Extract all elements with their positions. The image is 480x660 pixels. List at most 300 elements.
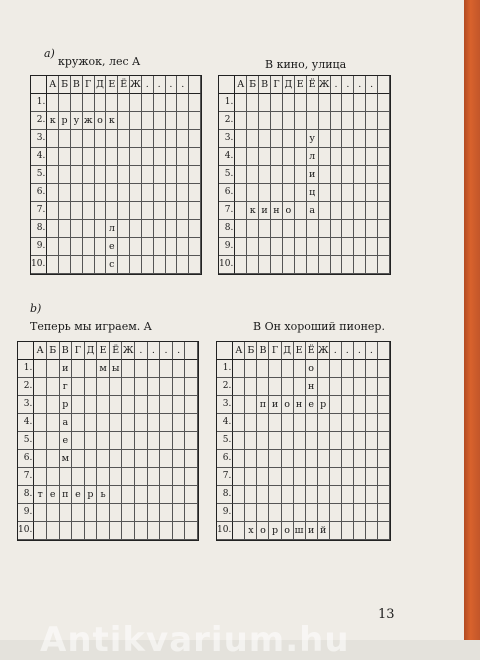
- grid-cell: [122, 522, 135, 540]
- grid-cell: [283, 130, 295, 148]
- grid-cell: [95, 202, 107, 220]
- grid-cell: [95, 220, 107, 238]
- grid-cell: ц: [307, 184, 319, 202]
- grid-cell: [110, 504, 123, 522]
- grid-cell: [319, 202, 331, 220]
- grid-cell: [319, 256, 331, 274]
- grid-cell: [122, 360, 135, 378]
- grid-cell: [295, 148, 307, 166]
- grid-cell: [106, 130, 118, 148]
- grid-cell: [85, 450, 98, 468]
- grid-cell: [233, 378, 245, 396]
- grid-cell: [294, 360, 306, 378]
- grid-cell: [85, 468, 98, 486]
- column-header: Б: [247, 76, 259, 94]
- grid-cell: о: [283, 202, 295, 220]
- grid-cell: [166, 256, 178, 274]
- grid-cell: [235, 130, 247, 148]
- row-header: 1.: [217, 360, 233, 378]
- row-header: 6.: [219, 184, 235, 202]
- grid-cell: [83, 220, 95, 238]
- grid-cell: [189, 238, 201, 256]
- column-header: .: [366, 76, 378, 94]
- grid-cell: [148, 432, 161, 450]
- grid-cell: [34, 378, 47, 396]
- grid-cell: [85, 360, 98, 378]
- grid-cell: [235, 166, 247, 184]
- column-header: .: [342, 76, 354, 94]
- crossword-grid-a1: [30, 75, 202, 275]
- grid-cell: [366, 414, 378, 432]
- row-header: 6.: [31, 184, 47, 202]
- grid-cell: [72, 450, 85, 468]
- row-header: 10.: [18, 522, 34, 540]
- grid-cell: [354, 112, 366, 130]
- grid-cell: [269, 450, 281, 468]
- grid-cell: [330, 414, 342, 432]
- grid-cell: [306, 504, 318, 522]
- grid-cell: [34, 414, 47, 432]
- grid-cell: [342, 522, 354, 540]
- grid-cell: [173, 504, 186, 522]
- grid-cell: [148, 450, 161, 468]
- grid-cell: и: [60, 360, 73, 378]
- grid-cell: [306, 414, 318, 432]
- grid-cell: [366, 184, 378, 202]
- grid-cell: [233, 486, 245, 504]
- grid-cell: [135, 486, 148, 504]
- grid-cell: [189, 256, 201, 274]
- row-header: 8.: [31, 220, 47, 238]
- grid-cell: [34, 432, 47, 450]
- column-header: .: [354, 342, 366, 360]
- grid-cell: [354, 522, 366, 540]
- grid-cell: [130, 94, 142, 112]
- grid-cell: [83, 130, 95, 148]
- grid-cell: [342, 396, 354, 414]
- grid-cell: [235, 112, 247, 130]
- grid-cell: [85, 378, 98, 396]
- grid-a1-caption: кружок, лес A: [58, 55, 141, 68]
- grid-cell: [59, 94, 71, 112]
- grid-cell: [342, 256, 354, 274]
- grid-cell: [160, 486, 173, 504]
- grid-cell: [47, 504, 60, 522]
- grid-cell: [378, 468, 390, 486]
- grid-cell: [318, 468, 330, 486]
- grid-cell: е: [306, 396, 318, 414]
- grid-cell: [283, 220, 295, 238]
- grid-cell: [177, 148, 189, 166]
- grid-cell: [235, 184, 247, 202]
- grid-cell: [34, 522, 47, 540]
- column-header: Д: [95, 76, 107, 94]
- grid-cell: [271, 130, 283, 148]
- grid-cell: и: [269, 396, 281, 414]
- grid-cell: [59, 238, 71, 256]
- column-header: В: [71, 76, 83, 94]
- grid-cell: [83, 148, 95, 166]
- grid-cell: [295, 166, 307, 184]
- grid-cell: [148, 486, 161, 504]
- grid-cell: [189, 166, 201, 184]
- grid-cell: [366, 504, 378, 522]
- grid-cell: [118, 148, 130, 166]
- grid-cell: [245, 432, 257, 450]
- crossword-grid-b1: [17, 341, 199, 541]
- grid-cell: [130, 166, 142, 184]
- grid-cell: [130, 220, 142, 238]
- grid-cell: [166, 112, 178, 130]
- row-header: 3.: [219, 130, 235, 148]
- grid-cell: [235, 148, 247, 166]
- grid-cell: [135, 450, 148, 468]
- grid-cell: [295, 220, 307, 238]
- grid-cell: [307, 220, 319, 238]
- grid-cell: [148, 522, 161, 540]
- column-header: Е: [294, 342, 306, 360]
- grid-cell: [110, 414, 123, 432]
- grid-cell: [282, 414, 294, 432]
- grid-cell: [318, 504, 330, 522]
- grid-cell: [97, 450, 110, 468]
- grid-cell: ж: [83, 112, 95, 130]
- grid-cell: [294, 378, 306, 396]
- grid-cell: [185, 486, 198, 504]
- grid-cell: [47, 396, 60, 414]
- grid-cell: [378, 360, 390, 378]
- grid-cell: [354, 166, 366, 184]
- grid-cell: [235, 238, 247, 256]
- grid-cell: й: [318, 522, 330, 540]
- column-header: В: [257, 342, 269, 360]
- grid-cell: [354, 256, 366, 274]
- grid-cell: [247, 148, 259, 166]
- grid-cell: [319, 94, 331, 112]
- column-header: .: [148, 342, 161, 360]
- grid-cell: [160, 504, 173, 522]
- grid-cell: [142, 256, 154, 274]
- grid-cell: [307, 112, 319, 130]
- grid-cell: [366, 522, 378, 540]
- grid-cell: [331, 94, 343, 112]
- row-header: 7.: [219, 202, 235, 220]
- grid-cell: м: [97, 360, 110, 378]
- grid-cell: [142, 130, 154, 148]
- grid-cell: [160, 360, 173, 378]
- grid-cell: [154, 220, 166, 238]
- grid-cell: [233, 414, 245, 432]
- grid-cell: [189, 184, 201, 202]
- grid-cell: [185, 432, 198, 450]
- column-header: Д: [282, 342, 294, 360]
- grid-cell: [177, 94, 189, 112]
- grid-cell: к: [47, 112, 59, 130]
- column-header: А: [235, 76, 247, 94]
- grid-cell: [271, 166, 283, 184]
- row-header: 5.: [18, 432, 34, 450]
- grid-cell: [71, 94, 83, 112]
- grid-cell: [283, 238, 295, 256]
- grid-cell: [354, 504, 366, 522]
- grid-cell: [378, 522, 390, 540]
- row-header: 10.: [217, 522, 233, 540]
- row-header: 7.: [217, 468, 233, 486]
- grid-cell: [83, 256, 95, 274]
- grid-cell: [307, 256, 319, 274]
- grid-cell: [71, 166, 83, 184]
- grid-cell: [34, 450, 47, 468]
- grid-cell: [166, 130, 178, 148]
- grid-cell: [366, 94, 378, 112]
- grid-cell: [366, 396, 378, 414]
- grid-cell: [122, 396, 135, 414]
- grid-cell: [130, 112, 142, 130]
- grid-cell: [185, 468, 198, 486]
- row-header: 6.: [18, 450, 34, 468]
- grid-cell: [72, 360, 85, 378]
- grid-cell: [330, 360, 342, 378]
- grid-cell: [85, 432, 98, 450]
- grid-cell: [148, 414, 161, 432]
- grid-cell: [185, 396, 198, 414]
- column-header: Ё: [118, 76, 130, 94]
- column-header: .: [142, 76, 154, 94]
- grid-cell: [318, 450, 330, 468]
- grid-cell: [47, 148, 59, 166]
- grid-cell: [173, 414, 186, 432]
- grid-cell: [177, 184, 189, 202]
- grid-cell: [72, 522, 85, 540]
- grid-cell: [59, 202, 71, 220]
- grid-cell: [294, 468, 306, 486]
- column-header: В: [60, 342, 73, 360]
- grid-cell: [59, 220, 71, 238]
- grid-cell: [47, 256, 59, 274]
- grid-cell: [318, 378, 330, 396]
- grid-cell: [72, 414, 85, 432]
- grid-cell: [354, 450, 366, 468]
- grid-b1-caption: Теперь мы играем. A: [30, 320, 152, 333]
- grid-cell: [354, 414, 366, 432]
- grid-cell: [189, 112, 201, 130]
- grid-cell: [135, 396, 148, 414]
- grid-cell: [95, 166, 107, 184]
- page-number: 13: [378, 607, 395, 622]
- grid-cell: [71, 256, 83, 274]
- grid-cell: [154, 112, 166, 130]
- grid-cell: [59, 166, 71, 184]
- grid-cell: [95, 130, 107, 148]
- row-header: 2.: [217, 378, 233, 396]
- column-header: [378, 342, 390, 360]
- grid-cell: [47, 238, 59, 256]
- grid-cell: [106, 148, 118, 166]
- grid-cell: [59, 184, 71, 202]
- grid-cell: [110, 486, 123, 504]
- grid-cell: [306, 468, 318, 486]
- grid-cell: о: [282, 396, 294, 414]
- grid-cell: [269, 468, 281, 486]
- grid-cell: [118, 184, 130, 202]
- grid-cell: [233, 432, 245, 450]
- grid-cell: [331, 238, 343, 256]
- grid-cell: т: [34, 486, 47, 504]
- grid-cell: [271, 148, 283, 166]
- grid-cell: [47, 166, 59, 184]
- grid-cell: ь: [97, 486, 110, 504]
- grid-b2-caption: B Он хороший пионер.: [253, 320, 385, 333]
- grid-cell: [378, 238, 390, 256]
- grid-cell: [47, 94, 59, 112]
- grid-cell: [97, 522, 110, 540]
- grid-cell: [247, 238, 259, 256]
- grid-cell: [130, 148, 142, 166]
- grid-cell: [47, 130, 59, 148]
- grid-cell: [330, 468, 342, 486]
- grid-cell: [342, 450, 354, 468]
- grid-cell: [378, 220, 390, 238]
- grid-cell: [72, 432, 85, 450]
- grid-cell: [342, 148, 354, 166]
- grid-cell: [378, 378, 390, 396]
- grid-cell: [97, 414, 110, 432]
- grid-cell: [233, 396, 245, 414]
- grid-cell: [283, 184, 295, 202]
- grid-cell: [366, 378, 378, 396]
- column-header: .: [330, 342, 342, 360]
- grid-cell: [160, 396, 173, 414]
- grid-cell: [118, 238, 130, 256]
- grid-cell: [378, 432, 390, 450]
- grid-cell: [378, 486, 390, 504]
- grid-cell: [72, 378, 85, 396]
- row-header: 5.: [219, 166, 235, 184]
- grid-cell: [83, 166, 95, 184]
- grid-cell: [118, 202, 130, 220]
- grid-cell: [47, 202, 59, 220]
- row-header: 2.: [219, 112, 235, 130]
- grid-cell: [271, 220, 283, 238]
- row-header: 10.: [219, 256, 235, 274]
- grid-cell: [177, 112, 189, 130]
- grid-cell: [330, 522, 342, 540]
- grid-cell: [85, 504, 98, 522]
- grid-cell: и: [307, 166, 319, 184]
- grid-cell: [342, 94, 354, 112]
- grid-cell: [71, 220, 83, 238]
- grid-cell: [330, 450, 342, 468]
- grid-cell: [366, 238, 378, 256]
- grid-cell: [72, 468, 85, 486]
- grid-cell: [72, 504, 85, 522]
- column-header: Г: [269, 342, 281, 360]
- grid-cell: [118, 220, 130, 238]
- grid-cell: [166, 202, 178, 220]
- column-header: Г: [271, 76, 283, 94]
- grid-cell: [366, 166, 378, 184]
- grid-cell: [135, 432, 148, 450]
- grid-cell: [110, 450, 123, 468]
- grid-cell: [307, 94, 319, 112]
- grid-cell: [259, 220, 271, 238]
- grid-cell: [331, 130, 343, 148]
- column-header: Е: [295, 76, 307, 94]
- column-header: .: [160, 342, 173, 360]
- grid-cell: [247, 112, 259, 130]
- column-header: В: [259, 76, 271, 94]
- grid-cell: [173, 522, 186, 540]
- grid-cell: [47, 414, 60, 432]
- grid-cell: [282, 468, 294, 486]
- grid-cell: у: [307, 130, 319, 148]
- grid-cell: р: [269, 522, 281, 540]
- grid-cell: [189, 130, 201, 148]
- row-header: 1.: [219, 94, 235, 112]
- grid-cell: [154, 184, 166, 202]
- grid-cell: [271, 94, 283, 112]
- grid-cell: [318, 414, 330, 432]
- grid-cell: [154, 166, 166, 184]
- grid-cell: [106, 94, 118, 112]
- crossword-grid-a2: [218, 75, 391, 275]
- column-header: .: [154, 76, 166, 94]
- grid-cell: [148, 468, 161, 486]
- grid-cell: [342, 468, 354, 486]
- grid-cell: [148, 378, 161, 396]
- column-header: Ё: [307, 76, 319, 94]
- grid-cell: [235, 256, 247, 274]
- grid-cell: [166, 220, 178, 238]
- grid-cell: л: [307, 148, 319, 166]
- grid-cell: [110, 378, 123, 396]
- column-header: Е: [106, 76, 118, 94]
- grid-cell: [295, 94, 307, 112]
- column-header: .: [173, 342, 186, 360]
- grid-cell: [354, 202, 366, 220]
- grid-cell: [95, 148, 107, 166]
- grid-cell: [269, 360, 281, 378]
- grid-cell: [259, 166, 271, 184]
- grid-cell: [269, 432, 281, 450]
- grid-cell: е: [60, 432, 73, 450]
- grid-cell: [177, 220, 189, 238]
- grid-cell: [47, 468, 60, 486]
- grid-cell: [130, 184, 142, 202]
- column-header: Ж: [318, 342, 330, 360]
- grid-cell: [257, 450, 269, 468]
- grid-cell: [354, 378, 366, 396]
- row-header: 9.: [219, 238, 235, 256]
- grid-cell: [71, 130, 83, 148]
- row-header: 8.: [217, 486, 233, 504]
- grid-cell: [342, 432, 354, 450]
- row-header: 4.: [18, 414, 34, 432]
- grid-cell: [34, 396, 47, 414]
- grid-cell: [106, 184, 118, 202]
- grid-cell: [97, 378, 110, 396]
- grid-cell: [72, 396, 85, 414]
- grid-cell: к: [106, 112, 118, 130]
- grid-cell: е: [72, 486, 85, 504]
- grid-cell: [118, 130, 130, 148]
- grid-cell: а: [60, 414, 73, 432]
- grid-cell: [154, 202, 166, 220]
- grid-cell: [71, 148, 83, 166]
- grid-cell: [173, 450, 186, 468]
- grid-cell: [269, 504, 281, 522]
- grid-cell: [247, 256, 259, 274]
